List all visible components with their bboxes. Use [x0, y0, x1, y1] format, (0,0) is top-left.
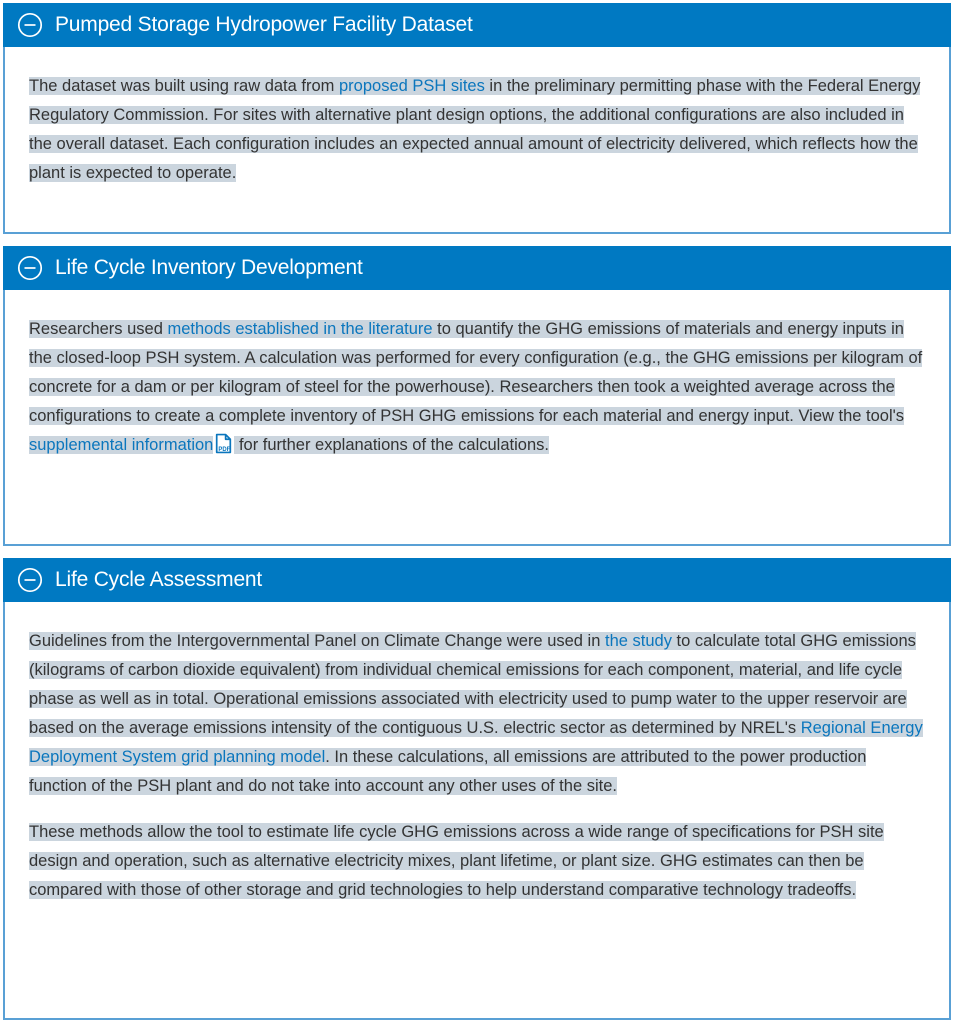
highlighted-body-text: for further explanations of the calculations.: [234, 436, 549, 454]
accordion-title: Life Cycle Inventory Development: [55, 256, 363, 279]
accordion-header-psh-facility-dataset[interactable]: [3, 3, 951, 47]
accordion-panel-lci-development: [3, 246, 951, 546]
highlighted-body-text: . In these calculations, all emissions are attributed to the power production function of the PSH plant and do not take into account any other uses of the site.: [29, 748, 867, 795]
accordion-title: Life Cycle Assessment: [55, 568, 263, 591]
body-paragraph: [29, 315, 925, 460]
body-paragraph: [29, 627, 925, 801]
accordion-panel-psh-facility-dataset: [3, 3, 951, 234]
minus-circle-icon[interactable]: [17, 12, 43, 38]
minus-circle-icon[interactable]: [17, 255, 43, 281]
svg-text:PDF: PDF: [218, 447, 231, 454]
accordion-body: [3, 47, 951, 234]
inline-text-link[interactable]: Regional Energy Deployment System grid planning model: [29, 719, 923, 766]
inline-text-link[interactable]: the study: [605, 632, 672, 650]
inline-text-link[interactable]: supplemental information: [29, 436, 214, 454]
highlighted-body-text: to calculate total GHG emissions (kilograms of carbon dioxide equivalent) from individual chemical emissions for each component, material, and life cycle phase as well as in total. Operational emissions associated with electricity used to pump water to the upper reservoir are based on the average emissions intensity of the contiguous U.S. electric sector as determined by NREL's: [29, 632, 916, 737]
accordion-header-lci-development[interactable]: [3, 246, 951, 290]
highlighted-body-text: These methods allow the tool to estimate life cycle GHG emissions across a wide range of specifications for PSH site design and operation, such as alternative electricity mixes, plant lifetime, or plant size. GHG estimates can then be compared with those of other storage and grid technologies to help understand comparative technology tradeoffs.: [29, 823, 884, 899]
highlighted-body-text: The dataset was built using raw data from: [29, 77, 339, 95]
highlighted-body-text: in the preliminary permitting phase with the Federal Energy Regulatory Commission. For sites with alternative plant design options, the additional configurations are also included in the overall dataset. Each configuration includes an expected annual amount of electricity delivered, which reflects how the plant is expected to operate.: [29, 77, 921, 182]
inline-text-link[interactable]: proposed PSH sites: [339, 77, 485, 95]
highlighted-body-text: to quantify the GHG emissions of materials and energy inputs in the closed-loop PSH system. A calculation was performed for every configuration (e.g., the GHG emissions per kilogram of concrete for a dam or per kilogram of steel for the powerhouse). Researchers then took a weighted average across the configurations to create a complete inventory of PSH GHG emissions for each material and energy input. View the tool's: [29, 320, 923, 425]
accordion-body: [3, 602, 951, 1020]
accordion-title: Pumped Storage Hydropower Facility Dataset: [55, 13, 473, 36]
inline-text-link[interactable]: methods established in the literature: [167, 320, 433, 338]
pdf-document-icon[interactable]: [213, 433, 234, 454]
highlighted-body-text: Guidelines from the Intergovernmental Panel on Climate Change were used in: [29, 632, 605, 650]
body-paragraph: [29, 818, 925, 905]
accordion-body: [3, 290, 951, 546]
highlighted-body-text: Researchers used: [29, 320, 168, 338]
body-paragraph: [29, 72, 925, 188]
accordion-panel-life-cycle-assessment: [3, 558, 951, 1020]
minus-circle-icon[interactable]: [17, 567, 43, 593]
accordion-header-life-cycle-assessment[interactable]: [3, 558, 951, 602]
